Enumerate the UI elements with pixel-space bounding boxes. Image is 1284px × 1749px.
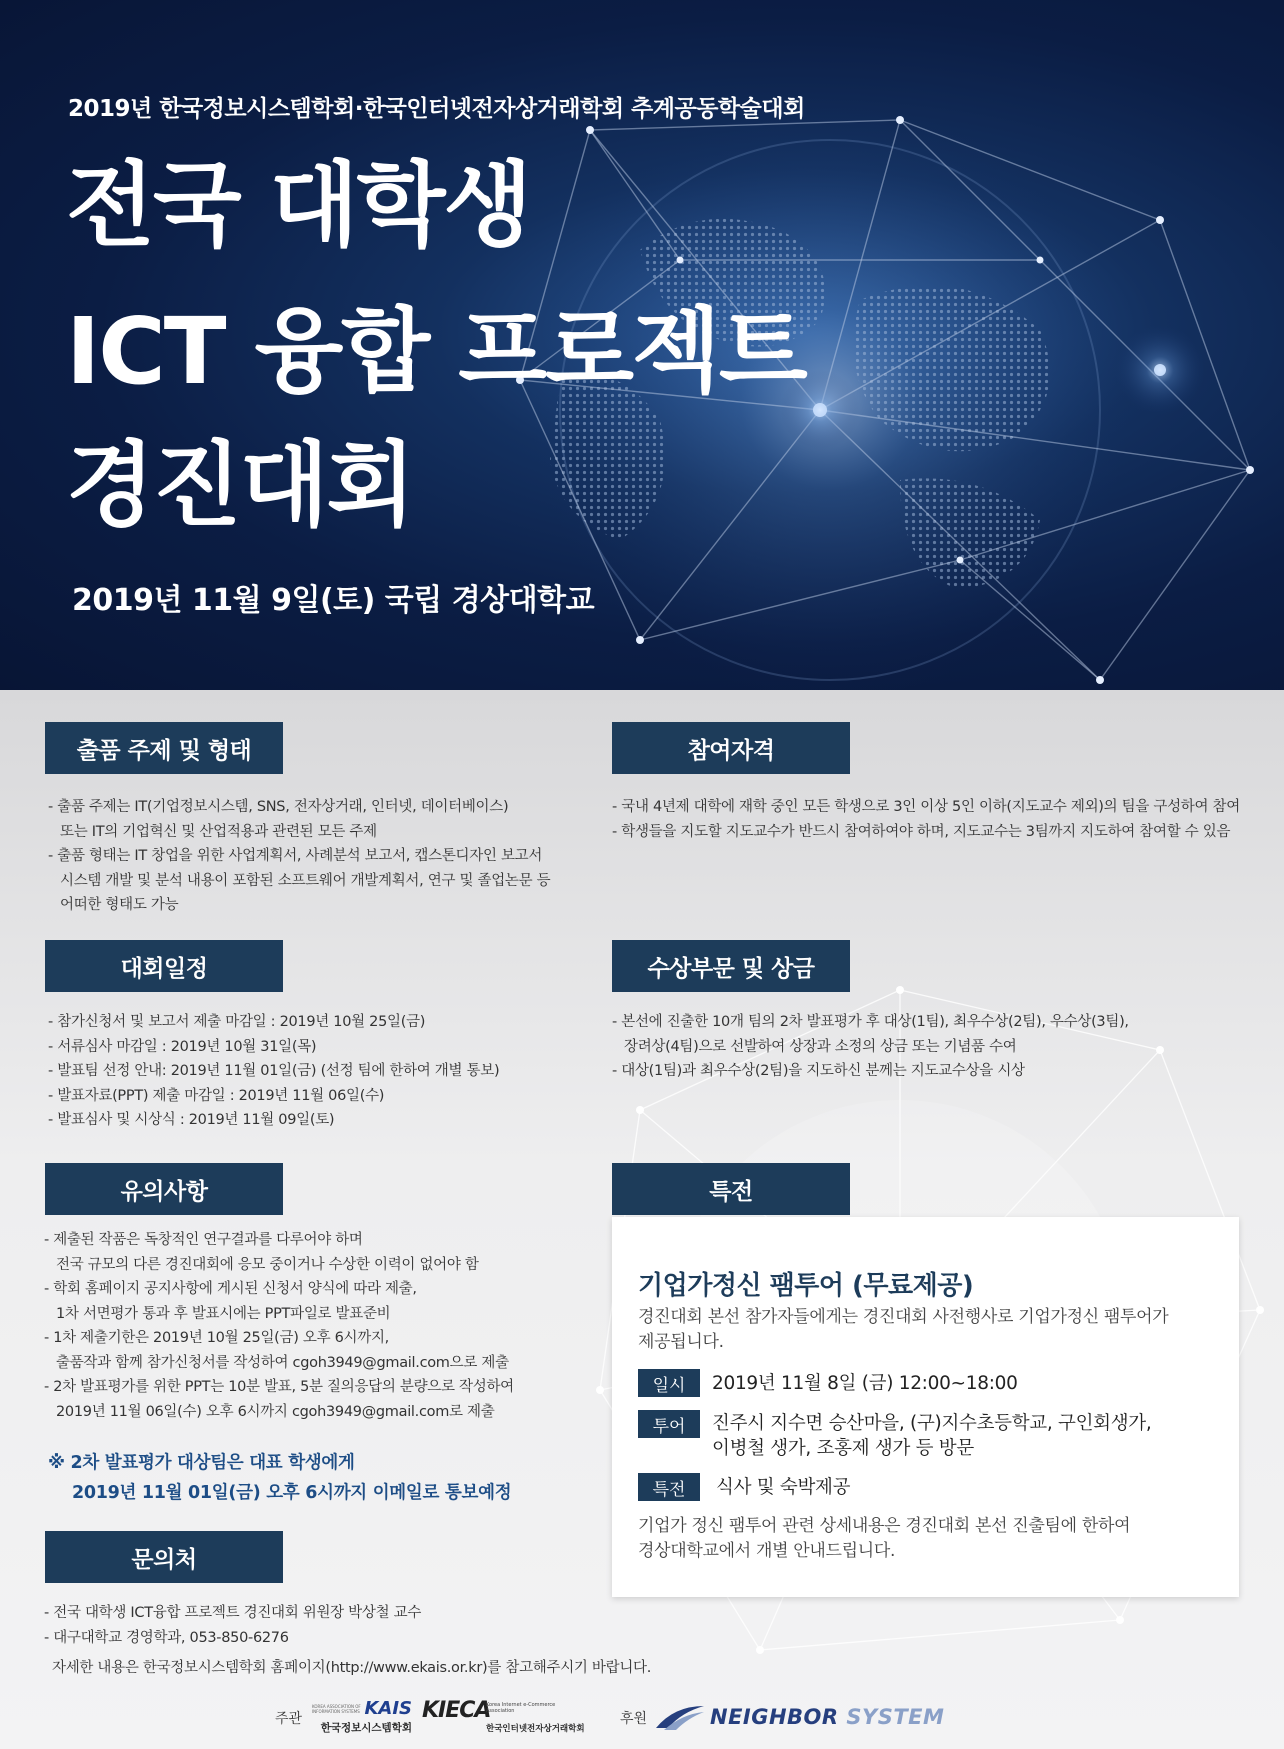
tour-tag: 투어 [638, 1410, 700, 1438]
section-header-topic: 출품 주제 및 형태 [45, 722, 283, 774]
list-item: - 출품 주제는 IT(기업정보시스템, SNS, 전자상거래, 인터넷, 데이터베이스) [48, 799, 509, 815]
list-item: 전국 규모의 다른 경진대회에 응모 중이거나 수상한 이력이 없어야 함 [56, 1256, 479, 1273]
neighbor-swoosh-icon [654, 1702, 706, 1732]
event-title-line2: ICT 융합 프로젝트 [66, 298, 806, 405]
perk-text: 식사 및 숙박제공 [716, 1477, 851, 1498]
section-header-awards: 수상부문 및 상금 [612, 940, 850, 992]
neighbor-system-wordmark [710, 1705, 944, 1729]
detail-line: 경상대학교에서 개별 안내드립니다. [638, 1541, 896, 1561]
list-item: - 대상(1팀)과 최우수상(2팀)을 지도하신 분께는 지도교수상을 시상 [612, 1063, 1025, 1079]
wordmark-part: NEIGHBOR [710, 1705, 839, 1729]
list-item: - 발표심사 및 시상식 : 2019년 11월 09일(토) [48, 1112, 335, 1128]
date-tag: 일시 [638, 1369, 700, 1397]
homepage-note: 자세한 내용은 한국정보시스템학회 홈페이지(http://www.ekais.or.kr)를 참고해주시기 바랍니다. [52, 1660, 652, 1676]
tour-line: 진주시 지수면 승산마을, (구)지수초등학교, 구인회생가, [712, 1413, 1152, 1434]
kais-logo [312, 1698, 412, 1736]
list-item: 출품작과 함께 참가신청서를 작성하여 cgoh3949@gmail.com으로 제출 [56, 1354, 509, 1371]
kieca-logo [422, 1698, 585, 1736]
list-item: - 발표자료(PPT) 제출 마감일 : 2019년 11월 06일(수) [48, 1087, 385, 1104]
list-item: 1차 서면평가 통과 후 발표시에는 PPT파일로 발표준비 [56, 1305, 391, 1322]
host-label: 주관 [275, 1711, 303, 1727]
event-date-venue: 2019년 11월 9일(토) 국립 경상대학교 [72, 583, 595, 618]
kieca-logo-mark: KIECA [422, 1698, 491, 1723]
list-item: - 학생들을 지도할 지도교수가 반드시 참여하여야 하며, 지도교수는 3팀까지 지도하여 참여할 수 있음 [612, 823, 1231, 840]
list-item: - 학회 홈페이지 공지사항에 게시된 신청서 양식에 따라 제출, [44, 1281, 417, 1297]
kieca-logo-name: 한국인터넷전자상거래학회 [486, 1724, 585, 1734]
notes-list [44, 1228, 514, 1424]
perk-tag: 특전 [638, 1473, 700, 1501]
list-item: 시스템 개발 및 분석 내용이 포함된 소프트웨어 개발계획서, 연구 및 졸업논문 등 [60, 872, 551, 889]
list-item: - 전국 대학생 ICT융합 프로젝트 경진대회 위원장 박상철 교수 [44, 1605, 422, 1621]
event-title-line3: 경진대회 [66, 432, 414, 539]
list-item: - 발표팀 선정 안내: 2019년 11월 01일(금) (선정 팀에 한하여 개별 통보) [48, 1063, 500, 1079]
benefit-description [638, 1305, 1168, 1355]
kais-logo-small-text: KOREA ASSOCIATION OF INFORMATION SYSTEMS [312, 1704, 361, 1714]
list-item: - 2차 발표평가를 위한 PPT는 10분 발표, 5분 질의응답의 분량으로 작성하여 [44, 1379, 514, 1395]
list-item: - 제출된 작품은 독창적인 연구결과를 다루어야 하며 [44, 1232, 363, 1248]
notification-note [48, 1448, 511, 1508]
hero-banner [0, 0, 1284, 690]
awards-list [612, 1010, 1129, 1084]
tour-line: 이병철 생가, 조홍제 생가 등 방문 [712, 1438, 974, 1459]
note-line: 2019년 11월 01일(금) 오후 6시까지 이메일로 통보예정 [72, 1483, 512, 1503]
kais-logo-name: 한국정보시스템학회 [320, 1722, 412, 1734]
section-header-benefit: 특전 [612, 1163, 850, 1215]
list-item: - 1차 제출기한은 2019년 10월 25일(금) 오후 6시까지, [44, 1330, 389, 1346]
tour-date: 2019년 11월 8일 (금) 12:00~18:00 [712, 1373, 1018, 1394]
section-header-eligibility: 참여자격 [612, 722, 850, 774]
list-item: 또는 IT의 기업혁신 및 산업적용과 관련된 모든 주제 [60, 823, 377, 840]
schedule-list [48, 1010, 499, 1133]
list-item: - 서류심사 마감일 : 2019년 10월 31일(목) [48, 1038, 317, 1055]
list-item: - 대구대학교 경영학과, 053-850-6276 [44, 1629, 289, 1646]
description-line: 제공됩니다. [638, 1332, 724, 1352]
description-line: 경진대회 본선 참가자들에게는 경진대회 사전행사로 기업가정신 팸투어가 [638, 1307, 1169, 1327]
list-item: - 국내 4년제 대학에 재학 중인 모든 학생으로 3인 이상 5인 이하(지도교수 제외)의 팀을 구성하여 참여 [612, 799, 1240, 815]
list-item: - 본선에 진출한 10개 팀의 2차 발표평가 후 대상(1팀), 최우수상(2팀), 우수상(3팀), [612, 1014, 1129, 1030]
kieca-logo-small-text: Korea Internet e-Commerce Association [486, 1702, 556, 1714]
contact-list [44, 1601, 421, 1650]
section-header-contact: 문의처 [45, 1531, 283, 1583]
benefit-box [612, 1217, 1239, 1597]
benefit-title: 기업가정신 팸투어 (무료제공) [638, 1271, 974, 1301]
topic-list [48, 795, 550, 918]
note-line: ※ 2차 발표평가 대상팀은 대표 학생에게 [48, 1453, 355, 1473]
section-header-schedule: 대회일정 [45, 940, 283, 992]
tour-places [712, 1411, 1151, 1461]
sponsor-label: 후원 [620, 1711, 648, 1727]
list-item: 2019년 11월 06일(수) 오후 6시까지 cgoh3949@gmail.com로 제출 [56, 1403, 495, 1420]
kais-logo-mark: KAIS [364, 1698, 412, 1719]
list-item: - 참가신청서 및 보고서 제출 마감일 : 2019년 10월 25일(금) [48, 1014, 426, 1030]
sponsors-bar [0, 1690, 1284, 1740]
wordmark-part: SYSTEM [846, 1705, 945, 1729]
neighbor-system-logo [654, 1702, 964, 1732]
eligibility-list [612, 795, 1240, 844]
event-title-line1: 전국 대학생 [66, 152, 531, 259]
list-item: - 출품 형태는 IT 창업을 위한 사업계획서, 사례분석 보고서, 캡스톤디자인 보고서 [48, 848, 543, 864]
benefit-detail [638, 1514, 1130, 1564]
list-item: 장려상(4팀)으로 선발하여 상장과 소정의 상금 또는 기념품 수여 [624, 1038, 1017, 1055]
section-header-notes: 유의사항 [45, 1163, 283, 1215]
detail-line: 기업가 정신 팸투어 관련 상세내용은 경진대회 본선 진출팀에 한하여 [638, 1516, 1131, 1536]
event-subtitle: 2019년 한국정보시스템학회·한국인터넷전자상거래학회 추계공동학술대회 [68, 96, 805, 122]
list-item: 어떠한 형태도 가능 [60, 897, 179, 913]
